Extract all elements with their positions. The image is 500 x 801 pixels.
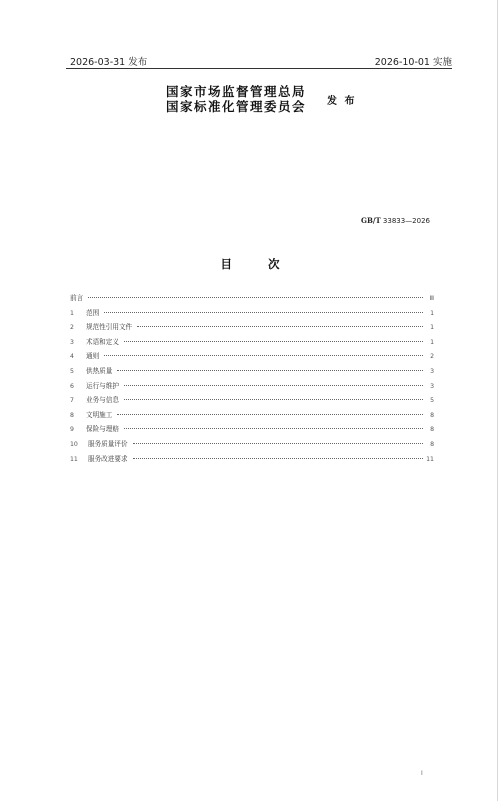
toc-entry-page: 2 bbox=[430, 353, 434, 361]
header-rule bbox=[66, 68, 452, 69]
standard-number bbox=[361, 216, 430, 225]
toc-entry[interactable] bbox=[70, 409, 434, 424]
toc-leader-dots bbox=[124, 399, 423, 400]
toc-entry[interactable] bbox=[70, 380, 434, 395]
toc-leader-dots bbox=[124, 385, 423, 386]
toc-entry[interactable] bbox=[70, 292, 434, 307]
toc-leader-dots bbox=[117, 414, 423, 415]
toc-leader-dots bbox=[133, 443, 423, 444]
toc-entry-label: 通则 bbox=[86, 352, 100, 361]
toc-entry[interactable] bbox=[70, 321, 434, 336]
toc-entry[interactable] bbox=[70, 336, 434, 351]
toc-entry-label: 服务质量评价 bbox=[88, 439, 128, 448]
toc-entry[interactable] bbox=[70, 423, 434, 438]
toc-entry-label: 规范性引用文件 bbox=[86, 323, 133, 332]
toc-entry[interactable] bbox=[70, 307, 434, 322]
issuing-authorities bbox=[166, 84, 306, 114]
toc-entry-label: 文明施工 bbox=[86, 410, 113, 419]
issue-label: 发 布 bbox=[327, 96, 357, 107]
toc-leader-dots bbox=[133, 458, 423, 459]
toc-entry-label: 前言 bbox=[70, 294, 84, 302]
toc-entry-number: 11 bbox=[70, 455, 78, 463]
toc-leader-dots bbox=[124, 428, 423, 429]
toc-entry-page: 1 bbox=[430, 309, 434, 317]
toc-entry-number: 6 bbox=[70, 382, 74, 390]
issuer-sac: 国家标准化管理委员会 bbox=[166, 99, 307, 114]
toc-leader-dots bbox=[104, 355, 423, 356]
publish-date: 2026-03-31 发布 bbox=[70, 57, 148, 68]
toc-entry-label: 供热质量 bbox=[86, 366, 113, 375]
toc-entry-page: 8 bbox=[430, 440, 434, 448]
toc-entry-number: 5 bbox=[70, 367, 74, 375]
toc-entry-number: 9 bbox=[70, 426, 74, 434]
toc-leader-dots bbox=[137, 326, 423, 327]
toc-entry-label: 保险与理赔 bbox=[86, 425, 119, 434]
toc-entry-label: 术语和定义 bbox=[86, 337, 119, 346]
toc-entry[interactable] bbox=[70, 438, 434, 453]
page-number: I bbox=[421, 770, 423, 777]
table-of-contents bbox=[70, 292, 434, 467]
toc-entry-page: 11 bbox=[426, 455, 434, 463]
toc-leader-dots bbox=[104, 312, 423, 313]
toc-leader-dots bbox=[88, 297, 423, 298]
standard-code: 33833—2026 bbox=[382, 217, 430, 225]
toc-entry[interactable] bbox=[70, 453, 434, 468]
toc-entry-number: 4 bbox=[70, 353, 74, 361]
toc-leader-dots bbox=[117, 370, 423, 371]
toc-entry-number: 10 bbox=[70, 440, 78, 448]
toc-entry-number: 1 bbox=[70, 309, 74, 317]
toc-entry-label: 范围 bbox=[86, 308, 100, 317]
toc-entry[interactable] bbox=[70, 350, 434, 365]
page-edge bbox=[497, 0, 498, 801]
toc-entry-page: Ⅲ bbox=[429, 295, 434, 302]
toc-entry-number: 7 bbox=[70, 397, 74, 405]
toc-entry-label: 业务与信息 bbox=[86, 396, 119, 405]
toc-entry-number: 3 bbox=[70, 338, 74, 346]
toc-entry-page: 8 bbox=[430, 411, 434, 419]
issuer-samr: 国家市场监督管理总局 bbox=[166, 84, 307, 99]
toc-entry[interactable] bbox=[70, 365, 434, 380]
toc-entry-page: 5 bbox=[430, 397, 434, 405]
toc-entry-label: 运行与维护 bbox=[86, 381, 119, 390]
toc-entry-page: 1 bbox=[430, 338, 434, 346]
toc-entry-page: 3 bbox=[430, 367, 434, 375]
toc-entry[interactable] bbox=[70, 394, 434, 409]
toc-entry-page: 3 bbox=[430, 382, 434, 390]
implement-date: 2026-10-01 实施 bbox=[374, 57, 452, 68]
toc-entry-number: 2 bbox=[70, 324, 74, 332]
toc-entry-page: 8 bbox=[430, 426, 434, 434]
toc-title: 目 次 bbox=[220, 257, 296, 271]
toc-entry-label: 服务改进要求 bbox=[88, 454, 128, 463]
standard-prefix: GB/T bbox=[361, 216, 381, 225]
toc-leader-dots bbox=[124, 341, 423, 342]
toc-entry-number: 8 bbox=[70, 411, 74, 419]
toc-entry-page: 1 bbox=[430, 324, 434, 332]
